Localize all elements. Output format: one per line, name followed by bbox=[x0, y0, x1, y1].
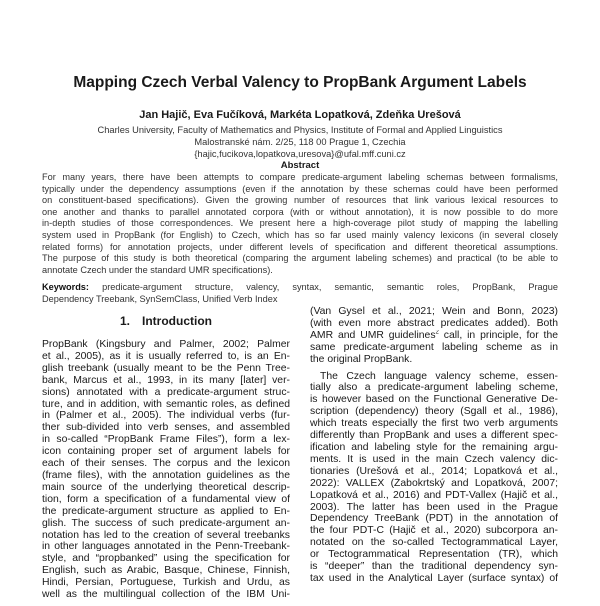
keywords-label: Keywords: bbox=[42, 282, 89, 292]
text-line: tially also a predicate-argument labeling scheme, bbox=[310, 382, 558, 394]
text-line: is “deeper” than the traditional dependency syn- bbox=[310, 561, 558, 573]
text-line: bank, Marcus et al., 1993, in its many [later] ver- bbox=[42, 374, 290, 386]
text-line: related forms) for annotation projects, under different levels of specification and different theoretical assumptions. bbox=[42, 241, 558, 252]
text-line: typically under the dependency assumptions (even if the annotation by these schemas could have been performed bbox=[42, 183, 558, 194]
text-line: (Van Gysel et al., 2021; Wein and Bonn, 2023) bbox=[310, 306, 558, 317]
section-number: 1. bbox=[120, 314, 131, 328]
text-line: in so-called “PropBank Frame Files”), form a lex- bbox=[42, 434, 290, 446]
text-line: et al., 2005), as it is usually referred to, is an En- bbox=[42, 350, 290, 362]
abstract-heading: Abstract bbox=[280, 160, 320, 171]
text-line: in other languages annotated in the Penn-Treebank- bbox=[42, 541, 290, 553]
section-title: Introduction bbox=[142, 314, 212, 328]
abstract bbox=[42, 172, 558, 276]
text-line: one another and thanks to parallel annotated corpora (with or without annotation), it is now possible to do more bbox=[42, 206, 558, 217]
text-line: Hindi, Persian, Portuguese, Turkish and Urdu, as bbox=[42, 577, 290, 589]
text-line: main source of the underlying theoretical descrip- bbox=[42, 481, 290, 493]
paper-title: Mapping Czech Verbal Valency to PropBank Argument Labels bbox=[73, 74, 527, 91]
text-line: The purpose of this study is both theoretical (comparing the argument labeling schemes) and practical (to be able to bbox=[42, 253, 558, 264]
text-line: glish. The success of such predicate-argument an- bbox=[42, 517, 290, 529]
text-line: same predicate-argument labeling scheme as in bbox=[310, 341, 558, 353]
text-line: tion, form a specification of a fundamental view of bbox=[42, 493, 290, 505]
text-line bbox=[42, 282, 558, 294]
text-line: ification and labeling style for the remaining argu- bbox=[310, 441, 558, 453]
text-line: is however based on the Functional Generative De- bbox=[310, 394, 558, 406]
footnote-marker[interactable]: 2 bbox=[435, 329, 439, 336]
text-line: on constituent-based specifications). Given the growing number of resources that link various lexical resources to bbox=[42, 195, 558, 206]
text-line: 2003). The latter has been used in the Prague bbox=[310, 501, 558, 513]
text-line: in (Palmer et al., 2005). The individual verbs (fur- bbox=[42, 410, 290, 422]
text-line: icon containing proper set of argument labels for bbox=[42, 446, 290, 458]
right-column bbox=[310, 306, 558, 590]
authors: Jan Hajič, Eva Fučíková, Markéta Lopatková, Zdeňka Urešová bbox=[139, 109, 461, 121]
text-line: the original PropBank. bbox=[310, 353, 413, 365]
text-line: tax used in the Analytical Layer (surface syntax) of bbox=[310, 572, 558, 584]
keywords-text: predicate-argument structure, valency, syntax, semantic, semantic roles, PropBank, Prague bbox=[88, 282, 558, 292]
text-line: scription (dependency) theory (Sgall et al., 1986), bbox=[310, 406, 558, 418]
text-line: system used in PropBank (for English) to Czech, which has so far used mainly valency lexicons (in several closely bbox=[42, 229, 558, 240]
section-heading bbox=[42, 314, 290, 328]
text-line: or Tectogrammatical Representation (TR), which bbox=[310, 549, 558, 561]
text-line: For many years, there have been attempts to compare predicate-argument labeling schemas between formalisms, bbox=[42, 172, 558, 182]
text-line: PropBank (Kingsbury and Palmer, 2002; Palmer bbox=[42, 339, 290, 350]
text-line: (with even more abstract predicates added). Both bbox=[310, 317, 558, 329]
left-column bbox=[42, 339, 290, 606]
text-line: ments. It is used in the main Czech valency dic- bbox=[310, 453, 558, 465]
text-line: each of their senses. The corpus and the lexicon bbox=[42, 458, 290, 470]
text-line: which treats especially the first two verb arguments bbox=[310, 418, 558, 430]
text-line: English, such as Arabic, Basque, Chinese, Finnish, bbox=[42, 565, 290, 577]
paragraph bbox=[42, 339, 290, 601]
text-line: 2022): VALLEX (Žabokrtský and Lopatková, 2007; bbox=[310, 477, 558, 489]
text-line: well as the multilingual collection of the IBM Uni- bbox=[42, 589, 290, 601]
text-line: (frame files), with the annotation guidelines as the bbox=[42, 469, 290, 481]
text-line: Lopatková et al., 2016) and PDT-Vallex (Hajič et al., bbox=[310, 489, 558, 501]
text-line: tionaries (Urešová et al., 2014; Lopatková et al., bbox=[310, 465, 558, 477]
affiliation-email: {hajic,fucikova,lopatkova,uresova}@ufal.mff.cuni.cz bbox=[194, 149, 406, 159]
text-line: annotate Czech under the standard UMR specifications). bbox=[42, 264, 273, 275]
text-line: The Czech language valency scheme, essen- bbox=[320, 370, 558, 382]
text-line: the predicate-argument structure as applied to En- bbox=[42, 505, 290, 517]
text-line: in-depth studies of those correspondences. We present here a high-coverage pilot study of mapping the labelling bbox=[42, 218, 558, 229]
keywords bbox=[42, 282, 558, 306]
text-line: style, and “propbanked” using the specification for bbox=[42, 553, 290, 565]
text-line: Dependency TreeBank (PDT) in the annotation of bbox=[310, 513, 558, 525]
text-line: glish treebank (usually meant to be the Penn Tree- bbox=[42, 362, 290, 374]
text-line: Dependency Treebank, SynSemClass, Unified Verb Index bbox=[42, 293, 278, 304]
paragraph bbox=[310, 371, 558, 585]
paragraph bbox=[310, 306, 558, 366]
text-line: ture, and in addition, with semantic roles, as defined bbox=[42, 398, 290, 410]
affiliation-address: Malostranské nám. 2/25, 118 00 Prague 1, Czechia bbox=[194, 137, 406, 147]
affiliation-institution: Charles University, Faculty of Mathematics and Physics, Institute of Formal and Applied Linguistics bbox=[97, 125, 503, 135]
text-line: the four PDT-C (Hajič et al., 2020) subcorpora an- bbox=[310, 525, 558, 537]
text-line: sions) annotated with a predicate-argument struc- bbox=[42, 386, 290, 398]
text-line: AMR and UMR guidelines$^2$ call, in principle, for the bbox=[310, 329, 558, 341]
text-line: notated on the so-called Tectogrammatical Layer, bbox=[310, 537, 558, 549]
text-line: ther sub-divided into verb senses, and assembled bbox=[42, 422, 290, 434]
text-line: differently than PropBank and uses a different spec- bbox=[310, 430, 558, 442]
text-line: notation has led to the creation of several treebanks bbox=[42, 529, 290, 541]
